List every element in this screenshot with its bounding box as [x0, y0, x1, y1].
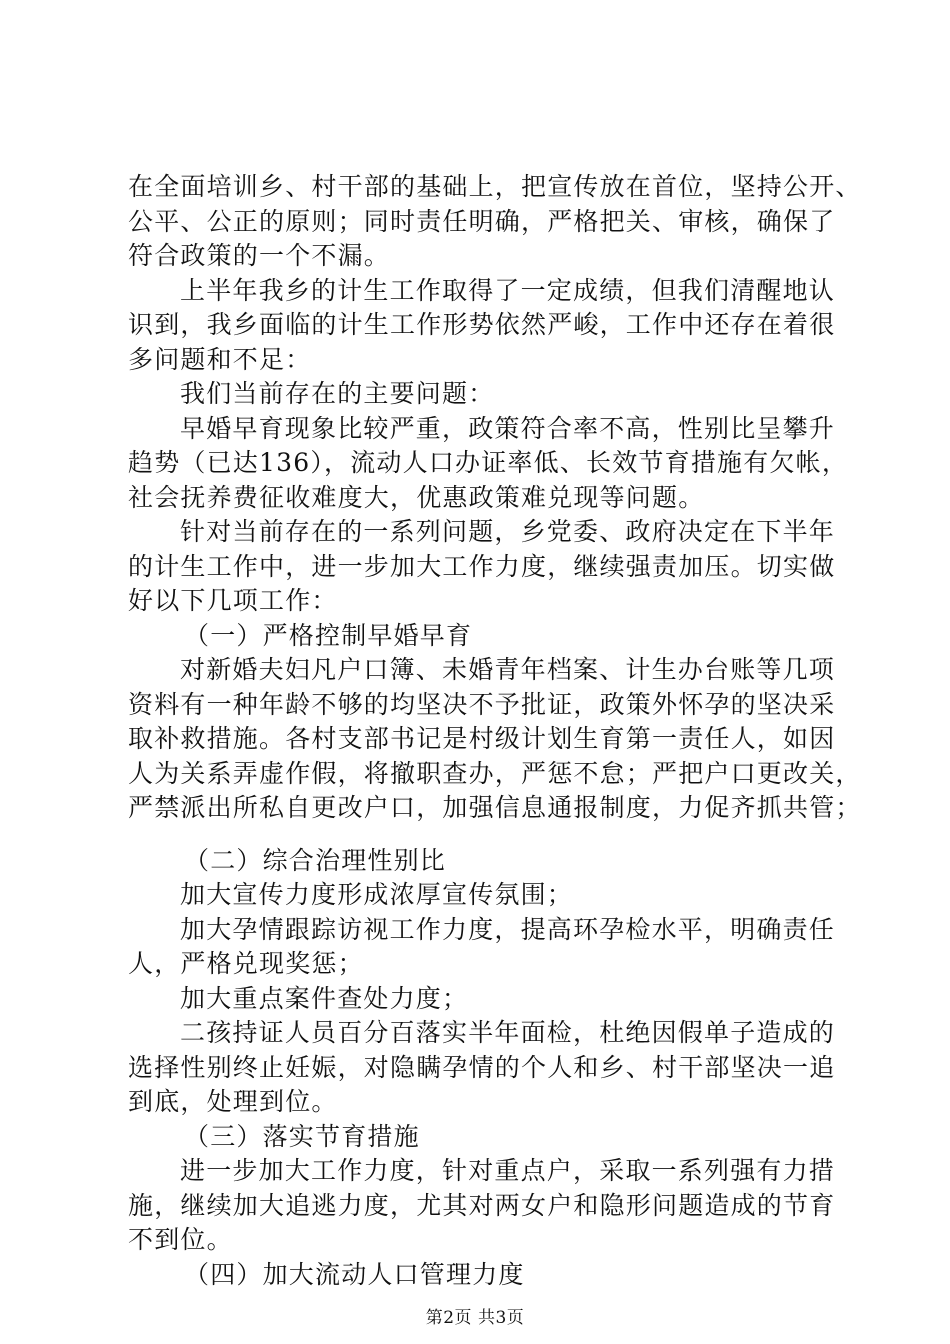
paragraph-line: 取补救措施。各村支部书记是村级计划生育第一责任人，如因: [128, 724, 836, 753]
paragraph-line: 社会抚养费征收难度大，优惠政策难兑现等问题。: [128, 483, 705, 512]
section-heading: （二）综合治理性别比: [184, 846, 447, 875]
paragraph-line: 好以下几项工作：: [128, 586, 338, 615]
page-number-footer: 第2页 共3页: [425, 1308, 525, 1328]
paragraph-line: 符合政策的一个不漏。: [128, 241, 391, 270]
paragraph-line: 对新婚夫妇凡户口簿、未婚青年档案、计生办台账等几项: [180, 655, 836, 684]
paragraph-line: 进一步加大工作力度，针对重点户，采取一系列强有力措: [180, 1156, 836, 1185]
paragraph-line: 多问题和不足：: [128, 345, 312, 374]
paragraph-line: 人为关系弄虚作假，将撤职查办，严惩不怠；严把户口更改关，: [128, 759, 862, 788]
paragraph-line: 二孩持证人员百分百落实半年面检，杜绝因假单子造成的: [180, 1018, 836, 1047]
paragraph-line: 上半年我乡的计生工作取得了一定成绩，但我们清醒地认: [180, 276, 836, 305]
paragraph-line: 公平、公正的原则；同时责任明确，严格把关、审核，确保了: [128, 207, 836, 236]
paragraph-line: 我们当前存在的主要问题：: [180, 379, 495, 408]
paragraph-line: 早婚早育现象比较严重，政策符合率不高，性别比呈攀升: [180, 414, 836, 443]
paragraph-line: 人，严格兑现奖惩；: [128, 949, 364, 978]
paragraph-line: 加大重点案件查处力度；: [180, 984, 469, 1013]
paragraph-line: 针对当前存在的一系列问题，乡党委、政府决定在下半年: [180, 517, 836, 546]
section-heading: （一）严格控制早婚早育: [184, 621, 473, 650]
paragraph-line: 选择性别终止妊娠，对隐瞒孕情的个人和乡、村干部坚决一追: [128, 1053, 836, 1082]
paragraph-line: 不到位。: [128, 1225, 233, 1254]
paragraph-line: 识到，我乡面临的计生工作形势依然严峻，工作中还存在着很: [128, 310, 836, 339]
paragraph-line: 的计生工作中，进一步加大工作力度，继续强责加压。切实做: [128, 552, 836, 581]
paragraph-line: 在全面培训乡、村干部的基础上，把宣传放在首位，坚持公开、: [128, 172, 862, 201]
paragraph-line: 加大宣传力度形成浓厚宣传氛围；: [180, 880, 574, 909]
paragraph-line: 严禁派出所私自更改户口，加强信息通报制度，力促齐抓共管；: [128, 793, 862, 822]
paragraph-line: 趋势（已达136），流动人口办证率低、长效节育措施有欠帐，: [128, 448, 849, 477]
section-heading: （四）加大流动人口管理力度: [184, 1260, 525, 1289]
paragraph-line: 到底，处理到位。: [128, 1087, 338, 1116]
paragraph-line: 资料有一种年龄不够的均坚决不予批证，政策外怀孕的坚决采: [128, 690, 836, 719]
section-heading: （三）落实节育措施: [184, 1122, 420, 1151]
paragraph-line: 加大孕情跟踪访视工作力度，提高环孕检水平，明确责任: [180, 915, 836, 944]
paragraph-line: 施，继续加大追逃力度，尤其对两女户和隐形问题造成的节育: [128, 1191, 836, 1220]
